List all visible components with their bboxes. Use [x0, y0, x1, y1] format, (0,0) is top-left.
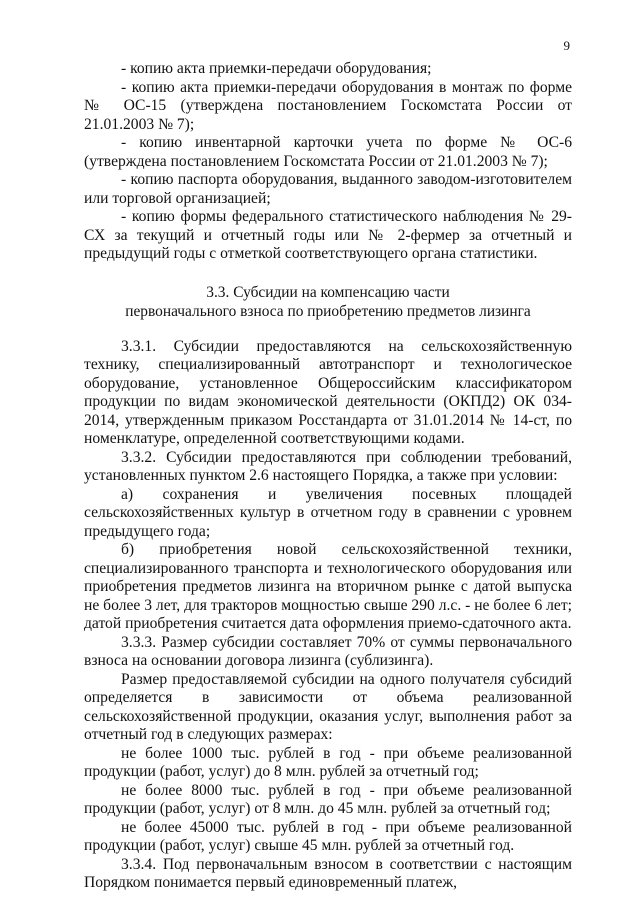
spacer [84, 264, 572, 283]
page-number: 9 [563, 38, 570, 53]
paragraph-3-3-3: 3.3.3. Размер субсидии составляет 70% от суммы первоначального взноса на основании договора лизинга (сублизинга). [84, 633, 572, 669]
section-heading-line1: 3.3. Субсидии на компенсацию части [206, 283, 450, 301]
subsidy-size-paragraph: Размер предоставляемой субсидии на одного получателя субсидий определяется в зависимости от объема реализованной сельскохозяйственной продукции, оказания услуг, выполнения работ за отчетный год в следующих размерах: [84, 670, 572, 743]
list-item: - копию формы федерального статистического наблюдения № 29-СХ за текущий и отчетный годы или № 2-фермер за отчетный и предыдущий годы с отметкой соответствующего органа статистики. [84, 208, 572, 262]
condition-b: б) приобретения новой сельскохозяйственной техники, специализированного транспорта и технологического оборудования или приобретения предметов лизинга на вторичном рынке с датой выпуска не более 3 лет, для тракторов мощностью свыше 290 л.с. - не более 6 лет; датой приобретения считается дата оформления приемо-сдаточного акта. [84, 541, 572, 632]
spacer [84, 321, 572, 338]
list-item: - копию инвентарной карточки учета по форме № ОС-6 (утверждена постановлением Госкомстата России от 21.01.2003 № 7); [84, 134, 572, 170]
section-heading-line2: первоначального взноса по приобретению предметов лизинга [125, 302, 531, 320]
paragraph-3-3-4: 3.3.4. Под первоначальным взносом в соответствии с настоящим Порядком понимается первый единовременный платеж, [84, 855, 572, 891]
subsidy-tier-3: не более 45000 тыс. рублей в год - при объеме реализованной продукции (работ, услуг) свыше 45 млн. рублей за отчетный год. [84, 818, 572, 854]
subsidy-tier-2: не более 8000 тыс. рублей в год - при объеме реализованной продукции (работ, услуг) от 8 млн. до 45 млн. рублей за отчетный год; [84, 781, 572, 817]
list-item: - копию акта приемки-передачи оборудования в монтаж по форме № ОС-15 (утверждена постановлением Госкомстата России от 21.01.2003 № 7); [84, 78, 572, 133]
paragraph-3-3-1: 3.3.1. Субсидии предоставляются на сельскохозяйственную технику, специализированный автотранспорт и технологическое оборудование, установленное Общероссийским классификатором продукции по видам экономической деятельности (ОКПД2) ОК 034-2014, утвержденным приказом Росстандарта от 31.01.2014 № 14-ст, по номенклатуре, определенной соответствующими кодами. [84, 337, 572, 447]
subsidy-tier-1: не более 1000 тыс. рублей в год - при объеме реализованной продукции (работ, услуг) до 8 млн. рублей за отчетный год; [84, 744, 572, 780]
list-item: - копию акта приемки-передачи оборудования; [121, 60, 432, 77]
condition-a: а) сохранения и увеличения посевных площадей сельскохозяйственных культур в отчетном году в сравнении с уровнем предыдущего года; [84, 485, 572, 540]
list-item: - копию паспорта оборудования, выданного заводом-изготовителем или торговой организацией; [84, 171, 572, 207]
paragraph-3-3-2: 3.3.2. Субсидии предоставляются при соблюдении требований, установленных пунктом 2.6 настоящего Порядка, а также при условии: [84, 448, 572, 484]
document-body [84, 60, 572, 893]
